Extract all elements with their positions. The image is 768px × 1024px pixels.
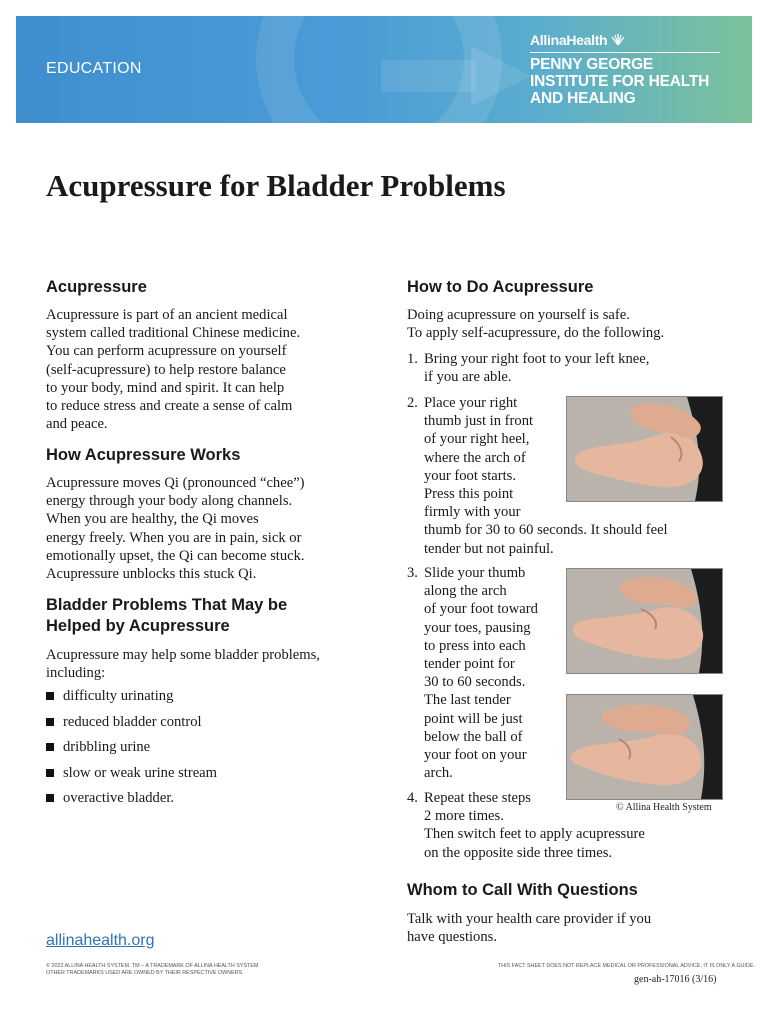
how-works-section (46, 445, 305, 583)
how-works-line: energy through your body along channels. (46, 493, 293, 510)
page-title: Acupressure for Bladder Problems (46, 168, 506, 203)
list-item-text: dribbling urine (63, 739, 151, 756)
step-number: 4. (407, 790, 418, 806)
education-label: EDUCATION (46, 60, 142, 77)
list-item-text: difficulty urinating (63, 688, 174, 705)
bullet-square-icon (46, 692, 54, 700)
how-works-line: Acupressure unblocks this stuck Qi. (46, 566, 257, 583)
step-number: 1. (407, 351, 418, 367)
step-number: 3. (407, 565, 418, 581)
copyright-notice (46, 963, 258, 977)
step-line: along the arch (424, 583, 507, 600)
questions-line: have questions. (407, 929, 497, 946)
acupressure-section (46, 277, 300, 433)
brand-name-line-3: AND HEALING (530, 90, 636, 107)
brand-top-text: AllinaHealth (530, 32, 608, 48)
how-works-line: emotionally upset, the Qi can become stuck. (46, 547, 305, 564)
acupressure-heading: Acupressure (46, 278, 147, 296)
how-to-intro-line: To apply self-acupressure, do the following. (407, 325, 665, 342)
foot-photo-ball (566, 694, 723, 800)
bladder-intro-line: including: (46, 665, 106, 682)
step-line: if you are able. (424, 369, 512, 386)
step-line: thumb just in front (424, 413, 534, 430)
acupressure-line: Acupressure is part of an ancient medical (46, 307, 288, 323)
step-line: Place your right (424, 395, 518, 411)
how-works-line: Acupressure moves Qi (pronounced “chee”) (46, 475, 305, 491)
step-line: on the opposite side three times. (424, 844, 613, 861)
questions-line: Talk with your health care provider if you (407, 911, 652, 927)
how-to-intro-line: Doing acupressure on yourself is safe. (407, 307, 630, 323)
copyright-line: © 2022 ALLINA HEALTH SYSTEM. TM – A TRADEMARK OF ALLINA HEALTH SYSTEM (46, 963, 259, 969)
bladder-problems-heading-1: Bladder Problems That May be (46, 596, 288, 614)
header-banner (16, 16, 752, 123)
bullet-square-icon (46, 743, 54, 751)
brand-name-line-1: PENNY GEORGE (530, 56, 654, 73)
step-line: of your foot toward (424, 601, 538, 618)
step-4 (407, 789, 727, 865)
step-line: 30 to 60 seconds. (424, 674, 526, 691)
bullet-square-icon (46, 769, 54, 777)
step-line: Then switch feet to apply acupressure (424, 826, 645, 843)
step-line: arch. (424, 765, 453, 782)
foot-photo-arch (566, 568, 723, 674)
acupressure-line: (self-acupressure) to help restore balance (46, 361, 286, 378)
step-line: your foot on your (424, 747, 527, 764)
leaf-logo-icon (611, 34, 625, 46)
bladder-problems-section (46, 595, 320, 815)
step-line: Slide your thumb (424, 565, 526, 581)
how-to-section (407, 277, 664, 342)
step-line: your foot starts. (424, 467, 517, 484)
acupressure-line: to your body, mind and spirit. It can help (46, 379, 285, 396)
list-item (46, 687, 320, 705)
step-line: Bring your right foot to your left knee, (424, 351, 650, 367)
how-works-line: energy freely. When you are in pain, sick or (46, 529, 302, 546)
step-line: 2 more times. (424, 808, 504, 825)
list-item-text: overactive bladder. (63, 790, 175, 807)
foot-arch-illustration (567, 569, 722, 673)
step-line: The last tender (424, 692, 511, 709)
step-1 (407, 350, 727, 390)
acupressure-line: and peace. (46, 416, 108, 433)
how-works-line: When you are healthy, the Qi moves (46, 511, 259, 528)
list-item-text: reduced bladder control (63, 713, 202, 730)
questions-section (407, 880, 651, 946)
step-line: to press into each (424, 637, 526, 654)
acupressure-line: system called traditional Chinese medicine. (46, 325, 301, 342)
acupressure-line: to reduce stress and create a sense of calm (46, 398, 293, 415)
bladder-intro-line: Acupressure may help some bladder problems, (46, 647, 320, 663)
how-works-heading: How Acupressure Works (46, 446, 241, 464)
step-line: where the arch of (424, 449, 526, 466)
list-item (46, 738, 320, 756)
step-number: 2. (407, 395, 418, 411)
banner-arrow-graphic (381, 46, 531, 106)
foot-photo-heel (566, 396, 723, 502)
photo-credit: © Allina Health System (616, 802, 712, 813)
step-line: tender but not painful. (424, 540, 554, 557)
disclaimer: THIS FACT SHEET DOES NOT REPLACE MEDICAL OR PROFESSIONAL ADVICE; IT IS ONLY A GUIDE. (498, 963, 755, 969)
step-line: below the ball of (424, 728, 523, 745)
step-line: Repeat these steps (424, 790, 531, 806)
bullet-square-icon (46, 718, 54, 726)
step-line: point will be just (424, 710, 523, 727)
brand-name-line-2: INSTITUTE FOR HEALTH (530, 73, 710, 90)
acupressure-line: You can perform acupressure on yourself (46, 343, 287, 360)
copyright-line: OTHER TRADEMARKS USED ARE OWNED BY THEIR RESPECTIVE OWNERS (46, 970, 243, 976)
list-item (46, 764, 320, 782)
brand-logo (530, 32, 730, 107)
list-item (46, 789, 320, 807)
how-to-heading: How to Do Acupressure (407, 278, 594, 296)
step-line: your toes, pausing (424, 619, 531, 636)
bladder-problem-list (46, 687, 320, 807)
list-item-text: slow or weak urine stream (63, 764, 217, 781)
bladder-problems-heading-2: Helped by Acupressure (46, 617, 230, 635)
step-line: of your right heel, (424, 431, 530, 448)
list-item (46, 713, 320, 731)
step-line: firmly with your (424, 504, 521, 521)
foot-ball-illustration (567, 695, 722, 799)
step-line: thumb for 30 to 60 seconds. It should feel (424, 522, 668, 539)
step-line: Press this point (424, 486, 514, 503)
bullet-square-icon (46, 794, 54, 802)
document-code: gen-ah-17016 (3/16) (634, 974, 717, 985)
allinahealth-link[interactable]: allinahealth.org (46, 932, 155, 949)
foot-heel-illustration (567, 397, 722, 501)
questions-heading: Whom to Call With Questions (407, 881, 638, 899)
brand-rule (530, 52, 720, 53)
step-line: tender point for (424, 656, 515, 673)
